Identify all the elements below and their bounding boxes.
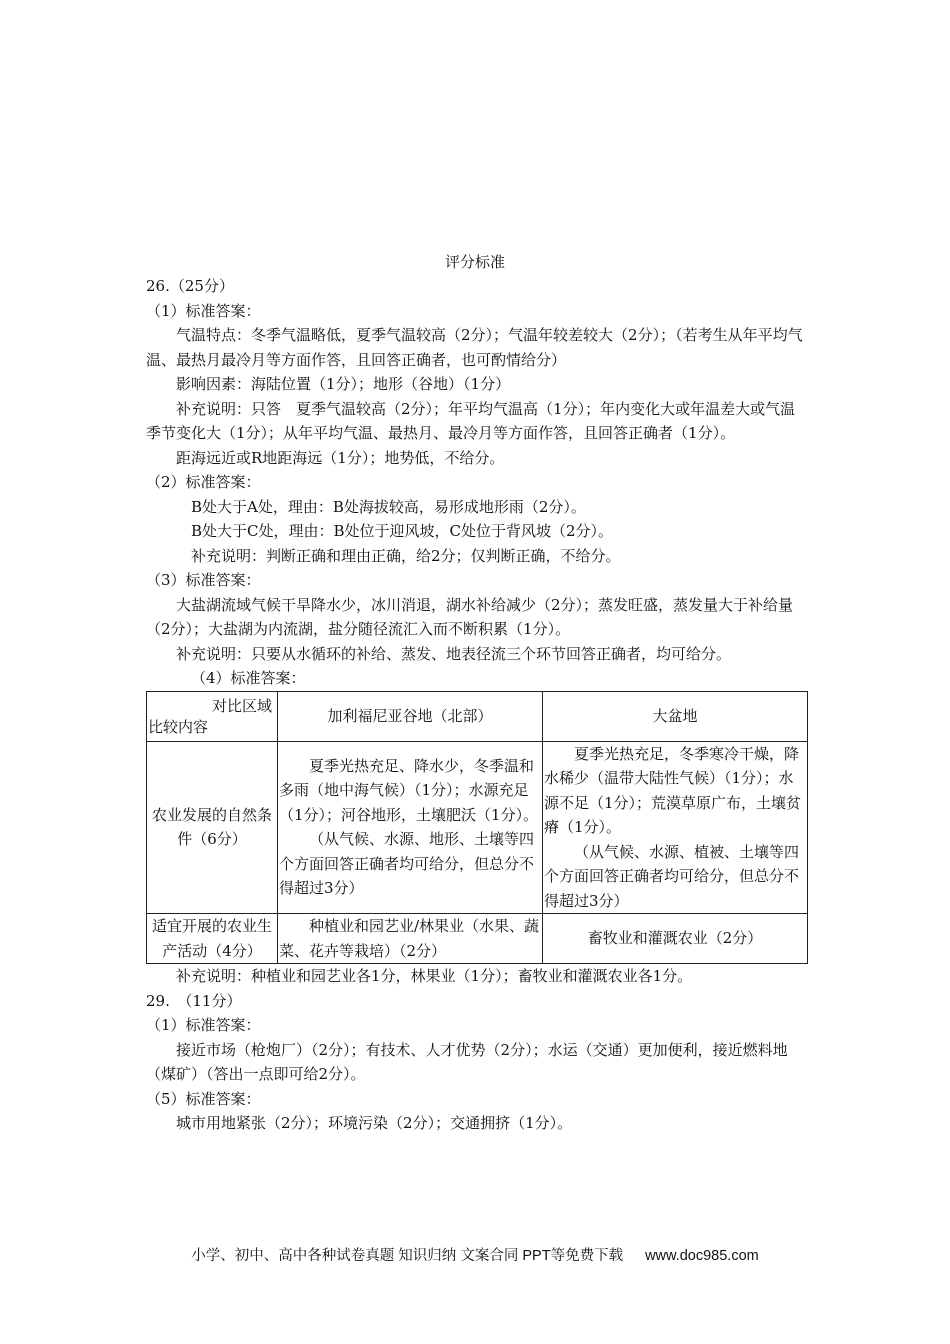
q29-part5-answer: 城市用地紧张（2分）；环境污染（2分）；交通拥挤（1分）。 bbox=[176, 1114, 573, 1132]
page-footer bbox=[0, 1244, 950, 1265]
q29-part5-heading: （5）标准答案： bbox=[146, 1089, 261, 1108]
table-diagonal-header bbox=[147, 691, 278, 741]
cell-text: （从气候、水源、植被、土壤等四个方面回答正确者均可给分，但总分不得超过3分） bbox=[544, 842, 800, 910]
comparison-table bbox=[146, 691, 808, 965]
question-29-heading: 29. （11分） bbox=[146, 991, 242, 1010]
cell-great-basin-conditions bbox=[543, 741, 808, 914]
q26-part2-heading: （2）标准答案： bbox=[146, 473, 261, 491]
col-header-great-basin: 大盆地 bbox=[543, 691, 808, 741]
cell-california-conditions bbox=[278, 741, 543, 914]
q26-part2-answer-b: B处大于C处，理由：B处位于迎风坡，C处位于背风坡（2分）。 bbox=[191, 522, 614, 540]
row-label-natural-conditions: 农业发展的自然条件（6分） bbox=[147, 741, 278, 914]
q29-part1-heading: （1）标准答案： bbox=[146, 1016, 261, 1034]
q26-part3-answer: 大盐湖流域气候干旱降水少，冰川消退，湖水补给减少（2分）；蒸发旺盛，蒸发量大于补给量（2分）；大盐湖为内流湖，盐分随径流汇入而不断积累（1分）。 bbox=[146, 595, 794, 638]
cell-great-basin-agriculture: 畜牧业和灌溉农业（2分） bbox=[543, 914, 808, 964]
q26-part1-note: 补充说明：只答 夏季气温较高（2分）；年平均气温高（1分）；年内变化大或年温差大或气温季节变化大（1分）；从年平均气温、最热月、最冷月等方面作答，且回答正确者（1分）。 bbox=[146, 399, 796, 442]
row-label-agriculture: 适宜开展的农业生产活动（4分） bbox=[147, 914, 278, 964]
cell-text: 夏季光热充足、降水少，冬季温和多雨（地中海气候）（1分）；水源充足（1分）；河谷地形，土壤肥沃（1分）。 bbox=[279, 756, 539, 824]
table-row bbox=[147, 741, 808, 914]
q26-part4-heading: （4）标准答案： bbox=[191, 669, 306, 687]
footer-url[interactable]: www.doc985.com bbox=[645, 1248, 759, 1264]
q26-part1-note2: 距海远近或R地距海远（1分）；地势低，不给分。 bbox=[176, 448, 505, 467]
q26-part3-heading: （3）标准答案： bbox=[146, 571, 261, 589]
q26-part1-temperature: 气温特点：冬季气温略低，夏季气温较高（2分）；气温年较差较大（2分）；（若考生从年平均气温、最热月最冷月等方面作答，且回答正确者，也可酌情给分） bbox=[146, 326, 803, 369]
answer-body bbox=[146, 274, 806, 1136]
q29-part1-answer: 接近市场（枪炮厂）（2分）；有技术、人才优势（2分）；水运（交通）更加便利，接近燃料地（煤矿）（答出一点即可给2分）。 bbox=[146, 1040, 788, 1083]
q26-part3-note: 补充说明：只要从水循环的补给、蒸发、地表径流三个环节回答正确者，均可给分。 bbox=[176, 644, 732, 663]
cell-text: 夏季光热充足，冬季寒冷干燥，降水稀少（温带大陆性气候）（1分）；水源不足（1分）；荒漠草原广布，土壤贫瘠（1分）。 bbox=[544, 744, 802, 836]
q26-part1-factors: 影响因素：海陆位置（1分）；地形（谷地）（1分） bbox=[176, 375, 511, 393]
col-header-california: 加利福尼亚谷地（北部） bbox=[278, 691, 543, 741]
table-header-row bbox=[147, 691, 808, 741]
cell-text: 种植业和园艺业/林果业（水果、蔬菜、花卉等栽培）（2分） bbox=[279, 917, 540, 960]
doc-title: 评分标准 bbox=[444, 253, 505, 271]
footer-text: 小学、初中、高中各种试卷真题 知识归纳 文案合同 PPT等免费下载 bbox=[191, 1248, 624, 1264]
question-26-heading: 26.（25分） bbox=[146, 277, 234, 295]
table-row bbox=[147, 914, 808, 964]
q26-part1-heading: （1）标准答案： bbox=[146, 301, 261, 320]
cell-text: （从气候、水源、地形、土壤等四个方面回答正确者均可给分，但总分不得超过3分） bbox=[279, 830, 535, 898]
q26-part2-note: 补充说明：判断正确和理由正确，给2分；仅判断正确，不给分。 bbox=[191, 546, 621, 565]
cell-california-agriculture bbox=[278, 914, 543, 964]
diag-bottom-label: 比较内容 bbox=[148, 718, 209, 736]
diag-top-label: 对比区域 bbox=[211, 696, 272, 715]
q26-part4-note: 补充说明：种植业和园艺业各1分，林果业（1分）；畜牧业和灌溉农业各1分。 bbox=[176, 967, 693, 985]
q26-part2-answer-a: B处大于A处，理由：B处海拔较高，易形成地形雨（2分）。 bbox=[191, 497, 586, 516]
